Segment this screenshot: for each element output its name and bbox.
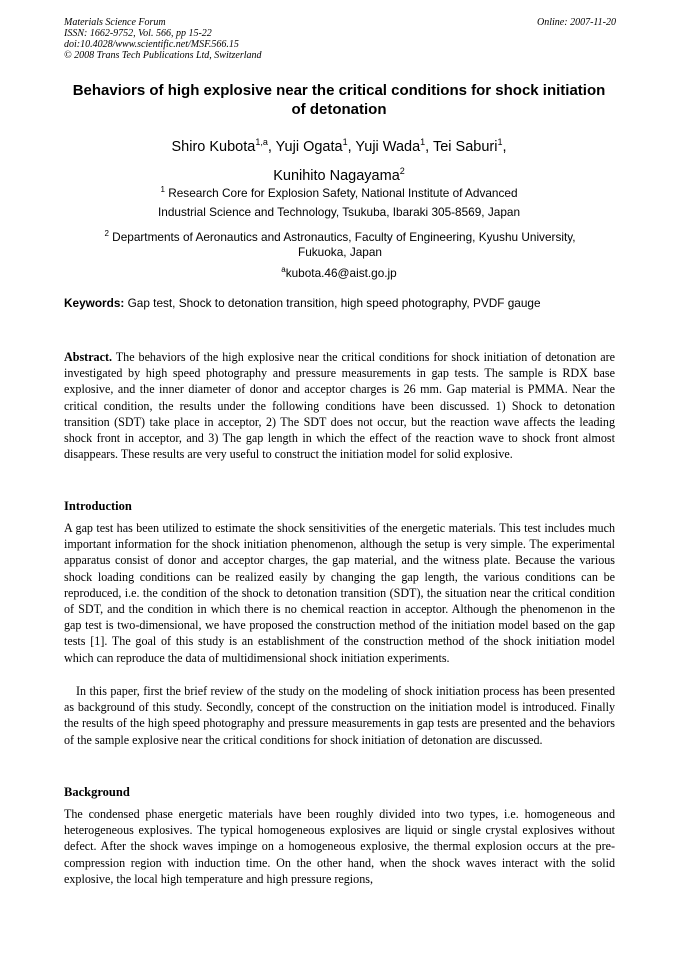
author-name: Kunihito Nagayama [273, 167, 400, 184]
author-name: Shiro Kubota [171, 138, 256, 155]
author-sup: 2 [399, 165, 405, 176]
author-sup: 1 [342, 137, 348, 147]
introduction-heading: Introduction [64, 499, 132, 513]
issn-line: ISSN: 1662-9752, Vol. 566, pp 15-22 [64, 28, 212, 39]
author-sup: 1 [420, 137, 426, 147]
abstract-label: Abstract. [64, 350, 113, 364]
abstract-text: The behaviors of the high explosive near the critical conditions for shock initiation of detonation are investigated by high speed photography and pressure measurements in gap tests. The sample is RDX base explosive, and the inner diameter of donor and acceptor charges is 26 mm. Gap material is PMMA. Near the critical condition, the results under the following conditions have been discussed. 1) Shock to detonation transition (SDT) take place in acceptor, 2) The SDT does not occur, but the reaction wave affects the leading shock front in acceptor, and 3) The gap length in which the effect of the reaction wave to shock front almost disappears. These results are very useful to construct the initiation model for solid explosive. [64, 350, 615, 462]
author-name: Tei Saburi [432, 138, 498, 155]
abstract [64, 349, 615, 462]
keywords-text: Gap test, Shock to detonation transition, high speed photography, PVDF gauge [127, 296, 541, 310]
introduction-paragraph-2: In this paper, first the brief review of the study on the modeling of shock initiation process has been presented as background of this study. Secondly, concept of the construction on the initiation model is introduced. Finally the results of the high speed photography and pressure measurements in gap tests are presented and the behaviors of the sample explosive near the critical conditions for shock initiation of detonation are discussed. [64, 684, 615, 747]
author-sup: 1,a [255, 137, 268, 147]
email-address: kubota.46@aist.go.jp [285, 265, 397, 280]
author-sup: 1 [497, 137, 503, 147]
email-line [64, 262, 614, 281]
background-paragraph-1: The condensed phase energetic materials have been roughly divided into two types, i.e. homogeneous and heterogeneous explosives. The typical homogeneous explosives are liquid or single crystal explosives without defect. After the shock waves impinge on a homogeneous explosive, the thermal explosion occurs at the pre-compression region with induction time. On the other hand, when the shock waves interact with the solid explosive, the local high temperature and high pressure regions, [64, 807, 615, 886]
affiliation-2 [80, 226, 600, 260]
journal-name: Materials Science Forum [64, 17, 166, 28]
keywords [64, 296, 624, 311]
journal-header [64, 17, 616, 61]
keywords-label: Keywords: [64, 296, 125, 310]
affiliation-1-cont: Industrial Science and Technology, Tsukuba, Ibaraki 305-8569, Japan [157, 205, 521, 219]
author-list [64, 130, 614, 188]
affiliation-sup: 2 [104, 229, 109, 238]
doi-line: doi:10.4028/www.scientific.net/MSF.566.15 [64, 39, 239, 50]
email-sup: a [281, 265, 286, 274]
author-name: Yuji Ogata [275, 138, 343, 155]
copyright-line: © 2008 Trans Tech Publications Ltd, Switzerland [64, 50, 262, 61]
author-name: Yuji Wada [355, 138, 421, 155]
author-line-1: Shiro Kubota$^{1,a}$, Yuji Ogata$^1$, Yuji Wada$^1$, Tei Saburi$^1$, [171, 137, 507, 155]
online-date: Online: 2007-11-20 [537, 17, 616, 28]
affiliation-text: Research Core for Explosion Safety, National Institute of Advanced [168, 185, 518, 200]
paper-title: Behaviors of high explosive near the critical conditions for shock initiation of detonation [72, 82, 606, 118]
introduction-paragraph-1: A gap test has been utilized to estimate the shock sensitivities of the energetic materials. This test includes much important information for the shock initiation phenomenon, although the setup is very simple. The experimental apparatus consist of donor and acceptor charges, the gap material, and the witness plate. Because the various shock loading conditions can be realized easily by changing the gap length, the various conditions can be reproduced, i.e. the condition of the shock to detonation transition (SDT), the situation near the critical condition of SDT, and the condition in which there is no chemical reaction in acceptor. Although the phenomenon in the gap test is two-dimensional, we have proposed the construction method of the initiation model based on the gap tests [1]. The goal of this study is an establishment of the construction method of the shock initiation model which can reproduce the data of multidimensional shock initiation experiments. [64, 521, 615, 665]
affiliation-text: Departments of Aeronautics and Astronautics, Faculty of Engineering, Kyushu University, Fukuoka, Japan [112, 229, 576, 259]
affiliation-1 [64, 182, 614, 201]
affiliation-sup: 1 [160, 185, 165, 194]
background-heading: Background [64, 785, 130, 799]
